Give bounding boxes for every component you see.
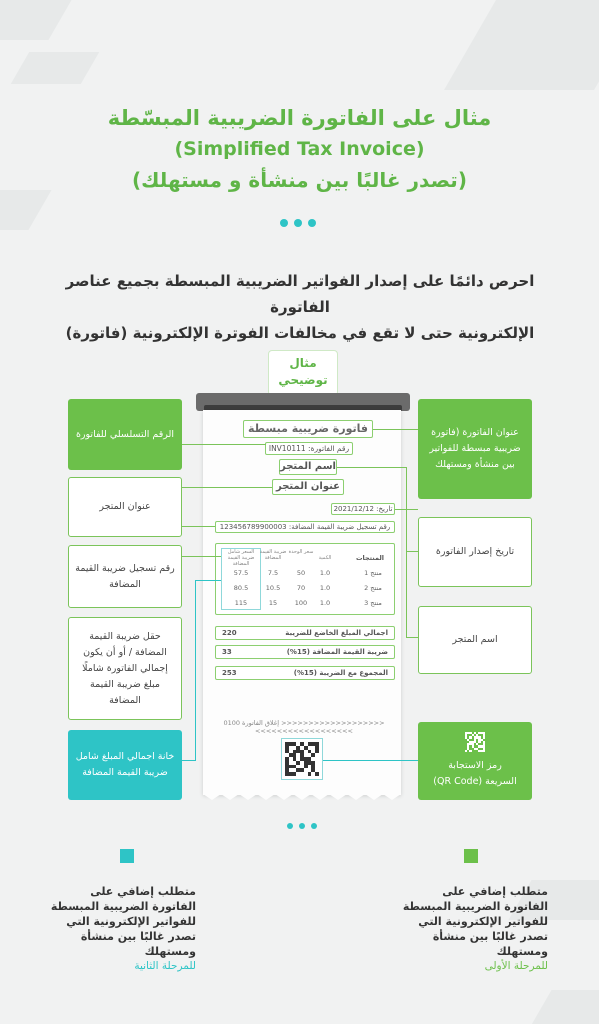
phase-two-label: للمرحلة الثانية: [134, 960, 196, 972]
taxable-label: اجمالي المبلغ الخاضع للضريبة: [285, 629, 388, 637]
label-invoice-title: عنوان الفاتورة (فاتورة ضريبية مبسطة للفواتير بين منشأة ومستهلك: [418, 399, 532, 499]
dots-divider-top: [280, 219, 316, 227]
connector-address: [182, 487, 272, 488]
qr-label-line-2: السريعة (QR Code): [433, 776, 517, 787]
vat-label: ضريبة القيمة المضافة (15%): [286, 648, 388, 656]
row-1-qty: 1.0: [319, 569, 331, 577]
connector-vat-field-h: [182, 556, 221, 557]
label-qr-code: [418, 722, 532, 800]
bg-shape-left-mid: [0, 190, 52, 230]
row-2-product: منتج 2: [364, 584, 382, 592]
row-1-price: 50: [296, 569, 306, 577]
label-total-incl-vat: خانة اجمالي المبلغ شامل ضريبة القيمة المضافة: [68, 730, 182, 800]
receipt-total-amount: [215, 666, 395, 680]
row-2-qty: 1.0: [319, 584, 331, 592]
label-store-address: عنوان المتجر: [68, 477, 182, 537]
subtitle: (تصدر غالبًا بين منشأة و مستهلك): [132, 168, 467, 192]
row-2-price: 70: [296, 584, 306, 592]
table-header-unit-price: سعر الوحدة: [288, 549, 314, 555]
receipt-store-name: اسم المتجر: [279, 459, 337, 475]
connector-date-h2: [406, 551, 418, 552]
bg-shape-top-left: [0, 0, 72, 40]
requirement-phase-one-text: متطلب إضافي على الفاتورة الضريبية المبسطة للفواتير الإلكترونية التي تصدر غالبًا بين منشأة ومستهلك: [402, 885, 548, 958]
connector-store-name-h2: [406, 637, 418, 638]
requirement-phase-two: [46, 884, 196, 974]
receipt-qr-code: [281, 738, 323, 780]
bg-shape-top-right: [444, 0, 599, 90]
row-1-product: منتج 1: [364, 569, 382, 577]
total-label: المجموع مع الضريبة (15%): [293, 669, 388, 677]
label-store-name: اسم المتجر: [418, 606, 532, 674]
title-arabic: مثال على الفاتورة الضريبية المبسّطة: [107, 106, 492, 130]
receipt-title: فاتورة ضريبية مبسطة: [243, 420, 373, 438]
receipt-vat-amount: [215, 645, 395, 659]
label-issue-date: تاريخ إصدار الفاتورة: [418, 517, 532, 587]
intro-text: [40, 268, 560, 346]
requirement-phase-one: [398, 884, 548, 974]
table-header-products: المنتجات: [356, 554, 384, 562]
bg-shape-right-low-2: [528, 990, 599, 1024]
row-2-vat: 10.5: [265, 584, 281, 592]
qr-code-icon: [465, 732, 485, 752]
taxable-value: 220: [222, 629, 237, 637]
example-badge: [268, 350, 338, 396]
vat-value: 33: [222, 648, 232, 656]
connector-qr: [323, 760, 418, 761]
row-2-total: 80.5: [233, 584, 249, 592]
teal-square-marker: [120, 849, 134, 863]
receipt-date: تاريخ: 2021/12/12: [331, 503, 395, 515]
dots-divider-bottom: [287, 823, 317, 829]
total-value: 253: [222, 669, 237, 677]
connector-total-h2: [195, 580, 221, 581]
connector-store-name: [337, 467, 407, 468]
row-3-price: 100: [294, 599, 308, 607]
row-1-total: 57.5: [233, 569, 249, 577]
table-header-vat: ضريبة القيمة المضافة: [259, 549, 287, 561]
label-serial-number: الرقم التسلسلي للفاتورة: [68, 399, 182, 470]
title-english: (Simplified Tax Invoice): [174, 138, 425, 160]
intro-line-1: احرص دائمًا على إصدار الفواتير الضريبية المبسطة بجميع عناصر الفاتورة: [65, 272, 535, 316]
connector-vat-number: [182, 526, 215, 527]
phase-one-label: للمرحلة الأولى: [484, 960, 548, 972]
connector-store-name-v: [406, 467, 407, 637]
row-3-vat: 15: [268, 599, 278, 607]
badge-line-1: مثال: [289, 356, 317, 370]
receipt-vat-registration: رقم تسجيل ضريبة القيمة المضافة: 123456789900003: [215, 521, 395, 533]
connector-total-v: [195, 580, 196, 760]
connector-total-h: [182, 760, 196, 761]
green-square-marker: [464, 849, 478, 863]
label-vat-field: حقل ضريبة القيمة المضافة / أو أن يكون إجمالي الفاتورة شاملًا مبلغ ضريبة القيمة المضافة: [68, 617, 182, 720]
qr-label-line-1: رمز الاستجابة: [448, 760, 502, 771]
connector-invoice-title: [373, 429, 418, 430]
intro-line-2: الإلكترونية حتى لا تقع في مخالفات الفوترة الإلكترونية (فاتورة): [65, 324, 535, 342]
row-3-total: 115: [234, 599, 248, 607]
row-3-qty: 1.0: [319, 599, 331, 607]
table-header-total: السعر شامل ضريبة القيمة المضافة: [227, 549, 255, 567]
label-vat-number: رقم تسجيل ضريبة القيمة المضافة: [68, 545, 182, 608]
receipt-taxable-amount: [215, 626, 395, 640]
connector-serial: [182, 444, 266, 445]
receipt-closing-line: <<<<<<<<<<<<<<<<<<< إغلاق الفاتورة 0100 >>>>>>>>>>>>>>>>>>: [223, 719, 385, 735]
receipt-zigzag-edge: [203, 790, 401, 800]
table-header-qty: الكمية: [318, 555, 332, 561]
receipt-invoice-number: رقم الفاتورة: INV10111: [265, 442, 353, 455]
bg-shape-top-left-2: [11, 52, 99, 84]
row-3-product: منتج 3: [364, 599, 382, 607]
qr-code-icon: [285, 742, 319, 776]
requirement-phase-two-text: متطلب إضافي على الفاتورة الضريبية المبسطة للفواتير الإلكترونية التي تصدر غالبًا بين منشأة ومستهلك: [50, 885, 196, 958]
badge-line-2: توضيحي: [278, 373, 328, 387]
row-1-vat: 7.5: [267, 569, 279, 577]
receipt-store-address: عنوان المتجر: [272, 479, 344, 495]
